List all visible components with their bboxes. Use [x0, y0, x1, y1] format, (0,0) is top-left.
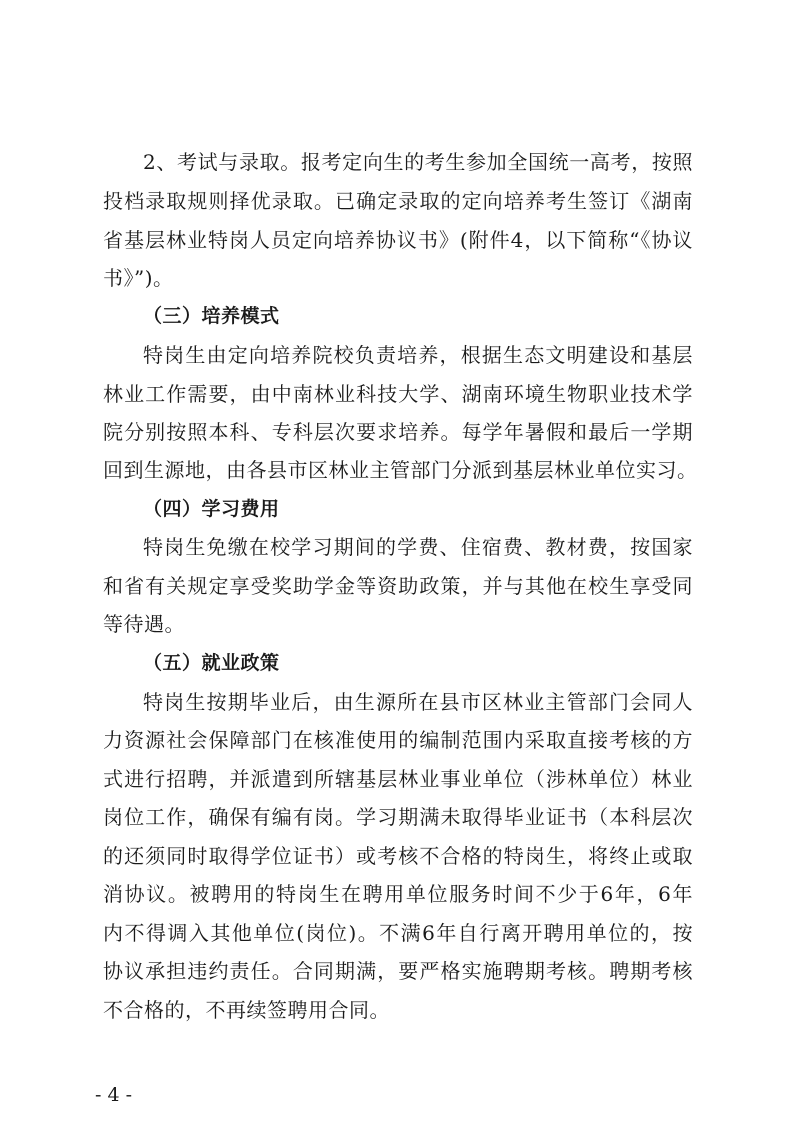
section-heading: （三）培养模式 [143, 305, 280, 327]
section-heading: （四）学习费用 [143, 498, 280, 520]
paragraph-line: 岗位工作，确保有编有岗。学习期满未取得毕业证书（本科层次 [103, 805, 693, 829]
paragraph-line: 特岗生免缴在校学习期间的学费、住宿费、教材费，按国家 [143, 535, 693, 559]
paragraph-line: 特岗生按期毕业后，由生源所在县市区林业主管部门会同人 [143, 690, 693, 714]
paragraph-line: 消协议。被聘用的特岗生在聘用单位服务时间不少于6年，6年 [103, 882, 693, 906]
page-number: - 4 - [95, 1084, 133, 1106]
paragraph-line: 林业工作需要，由中南林业科技大学、湖南环境生物职业技术学 [103, 382, 693, 406]
paragraph-line: 和省有关规定享受奖助学金等资助政策，并与其他在校生享受同 [103, 574, 693, 598]
paragraph-line: 的还须同时取得学位证书）或考核不合格的特岗生，将终止或取 [103, 844, 693, 868]
paragraph-line: 投档录取规则择优录取。已确定录取的定向培养考生签订《湖南 [103, 189, 693, 213]
paragraph-line: 等待遇。 [103, 612, 185, 636]
paragraph-line: 回到生源地，由各县市区林业主管部门分派到基层林业单位实习。 [103, 458, 698, 482]
paragraph-line: 2、考试与录取。报考定向生的考生参加全国统一高考，按照 [143, 150, 693, 174]
paragraph-line: 书》”)。 [103, 266, 174, 290]
section-heading: （五）就业政策 [143, 652, 280, 674]
paragraph-line: 式进行招聘，并派遣到所辖基层林业事业单位（涉林单位）林业 [103, 767, 693, 791]
paragraph-line: 特岗生由定向培养院校负责培养，根据生态文明建设和基层 [143, 343, 693, 367]
paragraph-line: 省基层林业特岗人员定向培养协议书》(附件4，以下简称“《协议 [103, 228, 693, 252]
paragraph-line: 力资源社会保障部门在核准使用的编制范围内采取直接考核的方 [103, 728, 693, 752]
paragraph-line: 协议承担违约责任。合同期满，要严格实施聘期考核。聘期考核 [103, 959, 693, 983]
paragraph-line: 内不得调入其他单位(岗位)。不满6年自行离开聘用单位的，按 [103, 921, 693, 945]
paragraph-line: 院分别按照本科、专科层次要求培养。每学年暑假和最后一学期 [103, 420, 693, 444]
paragraph-line: 不合格的，不再续签聘用合同。 [103, 998, 390, 1022]
